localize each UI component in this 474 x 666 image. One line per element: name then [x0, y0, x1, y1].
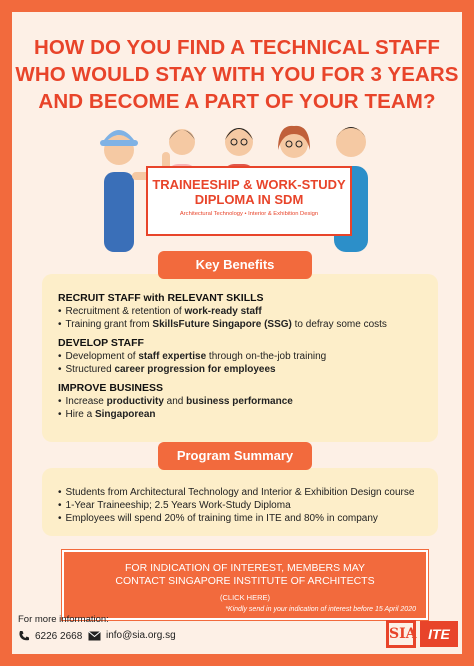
list-item: • 1-Year Traineeship; 2.5 Years Work-Study Diploma	[58, 499, 422, 512]
list-item: • Recruitment & retention of work-ready staff	[58, 305, 422, 318]
list-item: • Employees will spend 20% of training time in ITE and 80% in company	[58, 512, 422, 525]
list-item: • Structured career progression for employees	[58, 363, 422, 376]
contact-title: For more information:	[18, 614, 109, 625]
email-address[interactable]: info@sia.org.sg	[106, 630, 176, 641]
cta-deadline-note: *Kindly send in your indication of interest before 15 April 2020	[225, 606, 416, 613]
benefit-section-develop	[58, 337, 422, 376]
sign-subtitle: Architectural Technology • Interior & Exhibition Design	[179, 211, 319, 217]
sign-title-line-2: DIPLOMA IN SDM	[194, 192, 304, 207]
headline	[12, 34, 462, 115]
key-benefits-label: Key Benefits	[158, 251, 312, 279]
benefit-section-improve	[58, 382, 422, 421]
key-benefits-box	[42, 274, 438, 442]
email-row	[88, 630, 176, 641]
benefit-heading: IMPROVE BUSINESS	[58, 382, 164, 394]
ite-logo: ITE	[420, 621, 458, 647]
cta-line-1: FOR INDICATION OF INTEREST, MEMBERS MAY	[125, 562, 365, 574]
cta-line-2: CONTACT SINGAPORE INSTITUTE OF ARCHITECTS	[115, 575, 375, 587]
headline-line-3: AND BECOME A PART OF YOUR TEAM?	[38, 90, 436, 113]
benefit-heading: RECRUIT STAFF with RELEVANT SKILLS	[58, 292, 264, 304]
phone-number[interactable]: 6226 2668	[35, 630, 83, 642]
flyer-sheet	[12, 12, 462, 654]
list-item: • Development of staff expertise through on-the-job training	[58, 350, 422, 363]
phone-icon	[18, 630, 30, 642]
benefit-heading: DEVELOP STAFF	[58, 337, 144, 349]
interest-cta-button[interactable]	[62, 550, 428, 620]
list-item: • Students from Architectural Technology and Interior & Exhibition Design course	[58, 486, 422, 499]
phone-row	[18, 630, 82, 642]
program-summary-label: Program Summary	[158, 442, 312, 470]
list-item: • Increase productivity and business performance	[58, 395, 422, 408]
list-item: • Hire a Singaporean	[58, 408, 422, 421]
list-item: • Training grant from SkillsFuture Singapore (SSG) to defray some costs	[58, 318, 422, 331]
sign-title-line-1: TRAINEESHIP & WORK-STUDY	[152, 177, 346, 192]
click-here-link[interactable]: (CLICK HERE)	[219, 593, 270, 602]
email-icon	[88, 631, 101, 641]
program-sign	[146, 166, 352, 236]
partner-logos	[386, 620, 458, 648]
headline-line-1: HOW DO YOU FIND A TECHNICAL STAFF	[33, 36, 441, 59]
program-summary-box	[42, 468, 438, 536]
benefit-section-recruit	[58, 292, 422, 331]
headline-line-2: WHO WOULD STAY WITH YOU FOR 3 YEARS	[15, 63, 459, 86]
sia-logo: SIA	[386, 620, 416, 648]
